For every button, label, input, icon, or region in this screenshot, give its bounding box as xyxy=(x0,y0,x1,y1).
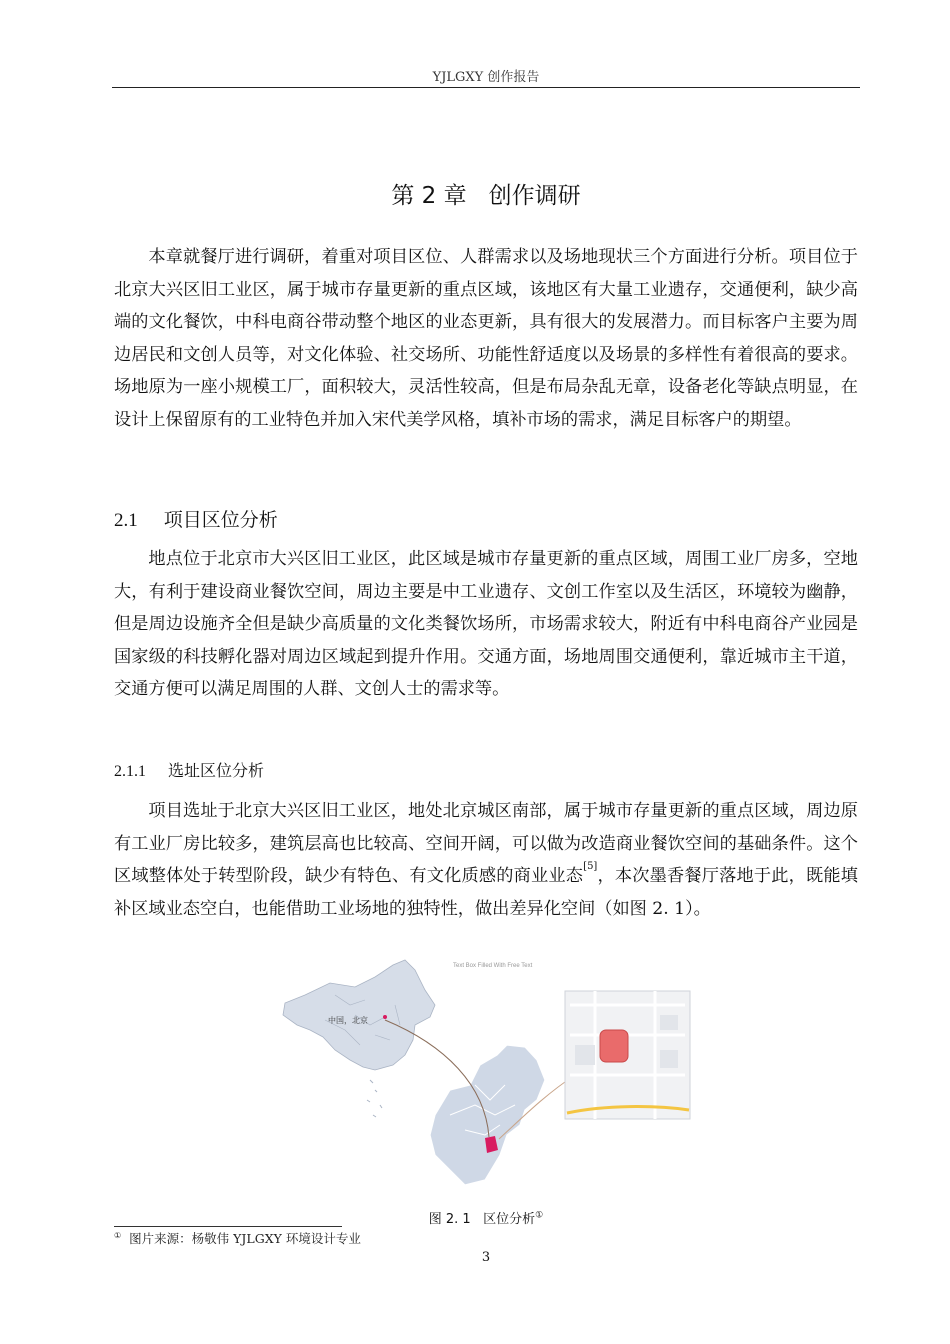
section-heading-2-1-1 xyxy=(114,758,264,781)
caption-number: 图 2. 1 xyxy=(428,1212,471,1227)
paragraph-text-part-1: 项目选址于北京大兴区旧工业区，地处北京城区南部，属于城市存量更新的重点区域，周边原有工业厂房比较多，建筑层高也比较高、空间开阔，可以做为改造商业餐饮空间的基础条件。这个区域整体处于转型阶段，缺少有特色、有文化质感的商业业态 xyxy=(114,801,858,887)
section-2-1-1-paragraph xyxy=(114,795,858,925)
chapter-number: 第 2 章 xyxy=(391,183,467,209)
citation-reference[interactable]: [5] xyxy=(583,861,598,873)
map-label: 中国，北京 xyxy=(328,1016,368,1025)
caption-footnote-mark[interactable]: ① xyxy=(535,1210,544,1221)
figure-overlay-text: Text Box Filled With Free Text xyxy=(453,963,533,969)
section-heading-2-1 xyxy=(114,505,278,532)
section-number: 2.1 xyxy=(114,510,138,531)
paragraph-text-part-2: ，本次墨香餐厅落地于此，既能填补区域业态空白，也能借助工业场地的独特性，做出差异化空间（如图 2. 1）。 xyxy=(114,866,858,919)
footnote-mark: ① xyxy=(114,1230,122,1240)
caption-title: 区位分析 xyxy=(483,1212,536,1227)
china-map xyxy=(283,960,435,1117)
subsection-title: 选址区位分析 xyxy=(168,761,265,780)
site-highlight xyxy=(600,1030,628,1062)
section-title: 项目区位分析 xyxy=(163,509,278,531)
header-rule xyxy=(112,87,860,88)
section-2-1-paragraph: 地点位于北京市大兴区旧工业区，此区域是城市存量更新的重点区域，周围工业厂房多，空地大，有利于建设商业餐饮空间，周边主要是中工业遗存、文创工作室以及生活区，环境较为幽静，但是周边设施齐全但是缺少高质量的文化类餐饮场所，市场需求较大，附近有中科电商谷产业园是国家级的科技孵化器对周边区域起到提升作用。交通方面，场地周围交通便利，靠近城市主干道，交通方便可以满足周围的人群、文创人士的需求等。 xyxy=(114,549,858,700)
footnote xyxy=(114,1229,361,1247)
running-header: YJLGXY 创作报告 xyxy=(432,70,540,85)
subsection-number: 2.1.1 xyxy=(114,763,146,780)
page-number: 3 xyxy=(481,1250,491,1265)
beijing-district-map xyxy=(430,1045,545,1185)
figure-caption xyxy=(112,1208,860,1227)
location-analysis-figure xyxy=(275,955,695,1195)
chapter-name: 创作调研 xyxy=(488,183,581,209)
chapter-title xyxy=(112,177,860,210)
footnote-text: 图片来源：杨敬伟 YJLGXY 环境设计专业 xyxy=(129,1231,361,1246)
beijing-marker xyxy=(383,1015,387,1019)
site-detail-map xyxy=(565,991,690,1119)
intro-paragraph: 本章就餐厅进行调研，着重对项目区位、人群需求以及场地现状三个方面进行分析。项目位于北京大兴区旧工业区，属于城市存量更新的重点区域，该地区有大量工业遗存，交通便利，缺少高端的文化餐饮，中科电商谷带动整个地区的业态更新，具有很大的发展潜力。而目标客户主要为周边居民和文创人员等，对文化体验、社交场所、功能性舒适度以及场景的多样性有着很高的要求。场地原为一座小规模工厂，面积较大，灵活性较高，但是布局杂乱无章，设备老化等缺点明显，在设计上保留原有的工业特色并加入宋代美学风格，填补市场的需求，满足目标客户的期望。 xyxy=(114,247,858,430)
footnote-rule xyxy=(114,1226,342,1227)
